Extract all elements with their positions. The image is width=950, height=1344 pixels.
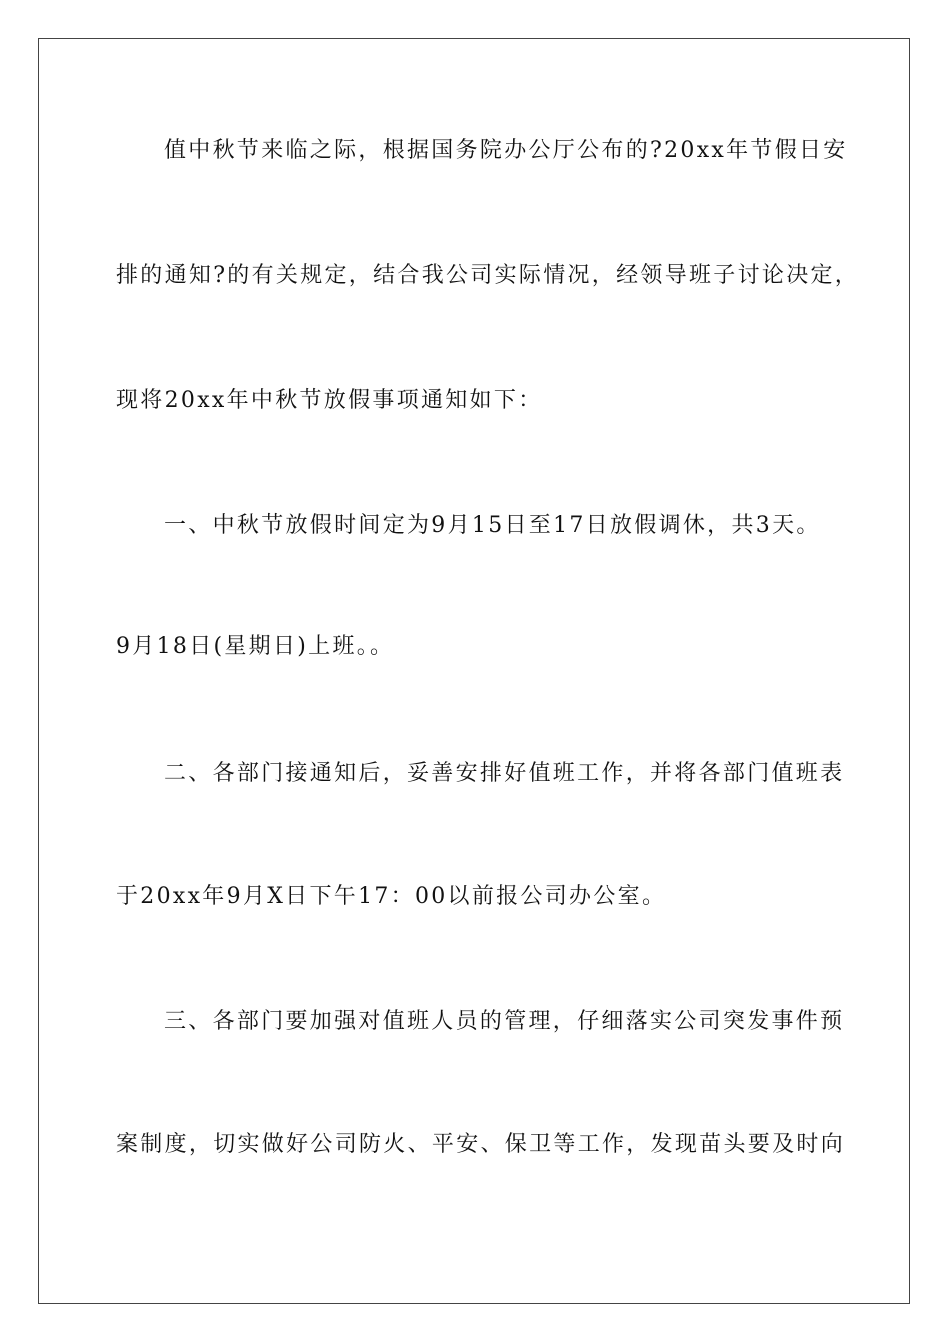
item-one-line-1: 一、中秋节放假时间定为9月15日至17日放假调休，共3天。	[164, 513, 821, 538]
paragraph-intro-line-2: 排的通知?的有关规定，结合我公司实际情况，经领导班子讨论决定，	[116, 263, 860, 288]
item-three-line-2: 案制度，切实做好公司防火、平安、保卫等工作，发现苗头要及时向	[116, 1132, 846, 1157]
item-three-line-1: 三、各部门要加强对值班人员的管理，仔细落实公司突发事件预	[164, 1009, 845, 1034]
item-one-line-2: 9月18日(星期日)上班。。	[116, 634, 395, 659]
page-border	[38, 38, 910, 1304]
item-two-line-1: 二、各部门接通知后，妥善安排好值班工作，并将各部门值班表	[164, 761, 845, 786]
paragraph-intro-line-3: 现将20xx年中秋节放假事项通知如下：	[116, 388, 543, 413]
paragraph-intro-line-1: 值中秋节来临之际，根据国务院办公厅公布的?20xx年节假日安	[164, 138, 848, 163]
item-two-line-2: 于20xx年9月X日下午17：00以前报公司办公室。	[116, 884, 667, 909]
